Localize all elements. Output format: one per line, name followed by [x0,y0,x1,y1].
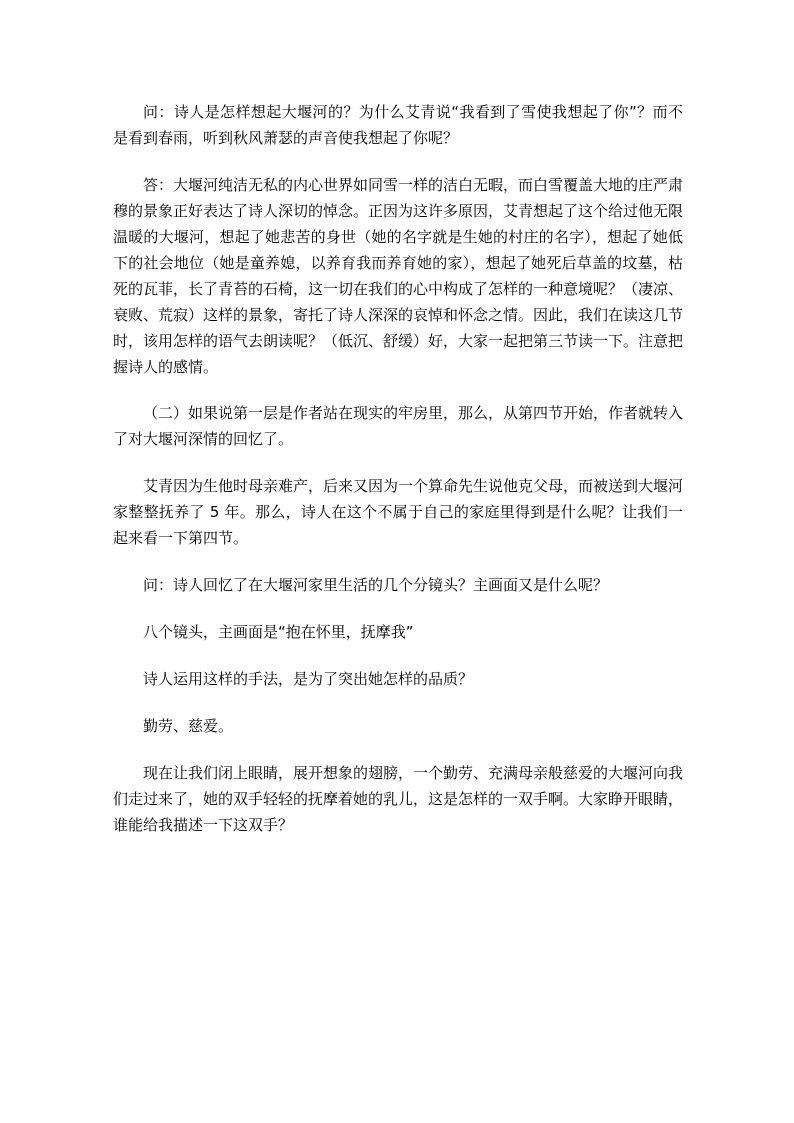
background-paragraph: 艾青因为生他时母亲难产，后来又因为一个算命先生说他克父母，而被送到大堰河家整整抚养了 5 年。那么，诗人在这个不属于自己的家庭里得到是什么呢？让我们一起来看一下第四节。 [113,477,684,547]
section-two-paragraph: （二）如果说第一层是作者站在现实的牢房里，那么，从第四节开始，作者就转入了对大堰河深情的回忆了。 [113,404,684,448]
question-paragraph-3: 诗人运用这样的手法，是为了突出她怎样的品质？ [143,670,474,688]
answer-paragraph-2: 八个镜头，主画面是“抱在怀里，抚摩我” [143,623,414,641]
document-body [113,99,683,838]
imagination-paragraph: 现在让我们闭上眼睛，展开想象的翅膀，一个勤劳、充满母亲般慈爱的大堰河向我们走过来了，她的双手轻轻的抚摩着她的乳儿，这是怎样的一双手啊。大家睁开眼睛，谁能给我描述一下这双手？ [113,764,684,834]
question-paragraph-2: 问：诗人回忆了在大堰河家里生活的几个分镜头？主画面又是什么呢？ [143,576,609,594]
answer-paragraph-3: 勤劳、慈爱。 [143,717,234,735]
answer-paragraph-1: 答：大堰河纯洁无私的内心世界如同雪一样的洁白无暇，而白雪覆盖大地的庄严肃穆的景象正好表达了诗人深切的悼念。正因为这许多原因，艾青想起了这个给过他无限温暖的大堰河，想起了她悲苦的身世（她的名字就是生她的村庄的名字），想起了她低下的社会地位（她是童养媳，以养育我而养育她的家），想起了她死后草盖的坟墓，枯死的瓦菲，长了青苔的石椅，这一切在我们的心中构成了怎样的一种意境呢？（凄凉、衰败、荒寂）这样的景象，寄托了诗人深深的哀悼和怀念之情。因此，我们在读这几节时，该用怎样的语气去朗读呢？（低沉、舒缓）好，大家一起把第三节读一下。注意把握诗人的感情。 [113,176,684,376]
question-paragraph-1: 问：诗人是怎样想起大堰河的？为什么艾青说“我看到了雪使我想起了你”？而不是看到春雨，听到秋风萧瑟的声音使我想起了你呢？ [113,103,683,147]
